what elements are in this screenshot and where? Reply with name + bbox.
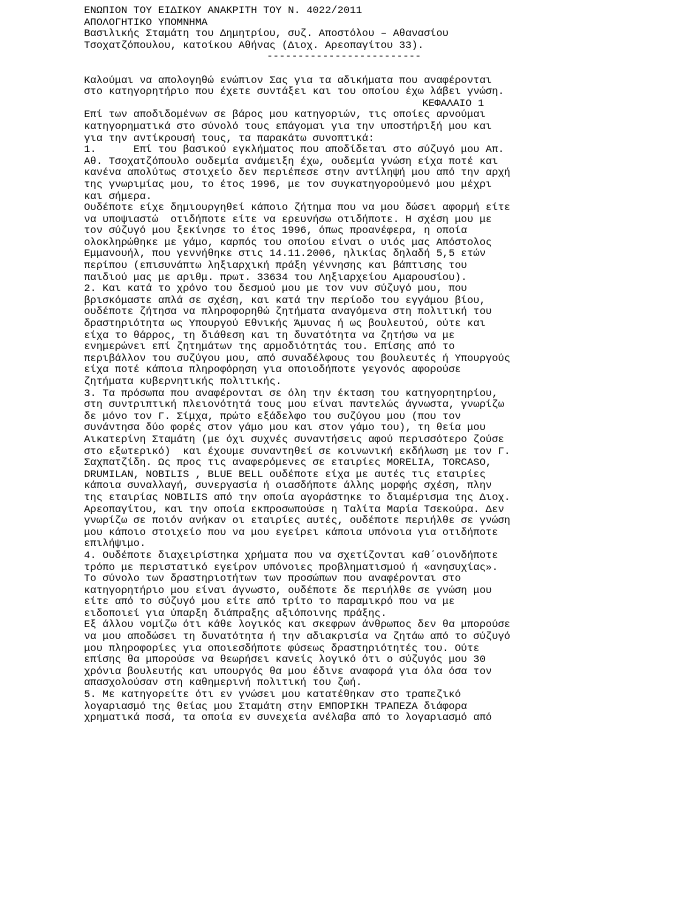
document-subtitle: ΑΠΟΛΟΓΗΤΙΚΟ ΥΠΟΜΝΗΜΑ	[84, 16, 208, 29]
body-line: δραστηριότητα ως Υπουργού Εθνικής Άμυνας ή ως βουλευτού, ούτε και	[84, 318, 486, 331]
separator: -------------------------	[266, 51, 422, 64]
body-line: στη συντριπτική πλειονότητά τους μου είναι παντελώς άγνωστα, γνωρίζω	[84, 399, 505, 412]
body-line: κανένα απολύτως στοιχείο δεν περιέπεσε στην αντίληψή μου από την αρχή	[84, 167, 511, 180]
body-line: της γνωριμίας μου, το έτος 1996, με τον συγκατηγορούμενό μου μέχρι	[84, 178, 492, 191]
body-line: συνάντησα δύο φορές στον γάμο μου και στον γάμο του), τη θεία μου	[84, 422, 486, 435]
body-line: δε μόνο τον Γ. Σίμχα, πρώτο εξάδελφο του συζύγου μου (που τον	[84, 410, 461, 423]
body-line: λογαριασμό της θείας μου Σταμάτη στην ΕΜΠΟΡΙΚΗ ΤΡΑΠΕΖΑ διάφορα	[84, 700, 468, 713]
body-line: κατηγορητήριο μου είναι άγνωστο, ουδέποτε δε περιήλθε σε γνώση μου	[84, 584, 492, 597]
body-line: για την αντίκρουσή τους, τα παρακάτω συνοπτικά:	[84, 132, 375, 145]
body-line: κάποια συναλλαγή, συνεργασία ή οιασδήποτε άλλης μορφής σχέση, πλην	[84, 480, 492, 493]
body-line: Εμμανουήλ, που γεννήθηκε στις 14.11.2006, ηλικίας δηλαδή 5,5 ετών	[84, 248, 486, 261]
body-line: Αρεοπαγίτου, και την οποία εκπροσωπούσε η Ταλίτα Μαρία Τσεκούρα. Δεν	[84, 503, 505, 516]
document-body	[84, 110, 604, 724]
body-line: χρόνια βουλευτής και υπουργός θα μου έδινε αναφορά για όλα όσα τον	[84, 665, 492, 678]
body-line: περιβάλλον του συζύγου μου, από συναδέλφους του βουλευτές ή Υπουργούς	[84, 352, 511, 365]
body-line: γνωρίζω σε ποιόν ανήκαν οι εταιρίες αυτές, ουδέποτε περιήλθε σε γνώση	[84, 515, 511, 528]
body-line: στο εξωτερικό) και έχουμε συναντηθεί σε κοινωνική εκδήλωση με τον Γ.	[84, 445, 511, 458]
party-line-1: Βασιλικής Σταμάτη του Δημητρίου, συζ. Αποστόλου – Αθανασίου	[84, 28, 449, 41]
body-line: τον σύζυγό μου ξεκίνησε το έτος 1996, όπως προανέφερα, η οποία	[84, 225, 468, 238]
intro-line: Καλούμαι να απολογηθώ ενώπιον Σας για τα αδικήματα που αναφέρονται	[84, 74, 492, 87]
spacer	[84, 64, 604, 76]
body-line: τρόπο με περιστατικό εγείρον υπόνοιες προβληματισμού ή «ανησυχίας».	[84, 561, 499, 574]
body-line: ολοκληρώθηκε με γάμο, καρπός του οποίου είναι ο υιός μας Απόστολος	[84, 236, 492, 249]
body-line: απασχολούσαν στη καθημερινή πολιτική του ζωή.	[84, 677, 363, 690]
body-line: 5. Με κατηγορείτε ότι εν γνώσει μου κατατέθηκαν στο τραπεζικό	[84, 689, 461, 702]
body-line: 2. Και κατά το χρόνο του δεσμού μου με τον νυν σύζυγό μου, που	[84, 283, 468, 296]
body-line: ειδοποιεί για ύπαρξη διάπραξης αξιόποινης πράξης.	[84, 607, 387, 620]
party-line-2: Τσοχατζόπουλου, κατοίκου Αθήνας (Διοχ. Αρεοπαγίτου 33).	[84, 39, 424, 52]
body-line: Εξ άλλου νομίζω ότι κάθε λογικός και σκεφρων άνθρωπος δεν θα μπορούσε	[84, 619, 511, 632]
body-line: DRUMILAN, NOBILIS , BLUE BELL ουδέποτε είχα με αυτές τις εταιρίες	[84, 468, 486, 481]
body-line: Αικατερίνη Σταμάτη (με όχι συχνές συναντήσεις αφού περισσότερο ζούσε	[84, 433, 505, 446]
body-line: παιδιού μας με αριθμ. πρωτ. 33634 του Ληξιαρχείου Αμαρουσίου).	[84, 271, 468, 284]
body-line: κατηγορηματικά στο σύνολό τους επάγομαι για την υποστήριξή μου και	[84, 120, 492, 133]
body-line: είχα ποτέ κάποια πληροφόρηση για οποιοδήποτε γεγονός αφορούσε	[84, 364, 461, 377]
intro-line: στο κατηγορητήριο που έχετε συντάξει και του οποίου έχω λάβει γνώση.	[84, 86, 505, 99]
body-line: Ουδέποτε είχε δημιουργηθεί κάποιο ζήτημα που να μου δώσει αφορμή είτε	[84, 202, 511, 215]
body-line: μου πληροφορίες για οποιεσδήποτε φύσεως δραστηριότητές του. Ούτε	[84, 642, 480, 655]
body-line: Το σύνολο των δραστηριοτήτων των προσώπων που αναφέρονται στο	[84, 573, 461, 586]
body-line: ζητήματα κυβερνητικής πολιτικής.	[84, 376, 282, 388]
body-line: 4. Ουδέποτε διαχειρίστηκα χρήματα που να σχετίζονται καθ΄οιονδήποτε	[84, 549, 499, 562]
body-line: 1. Επί του βασικού εγκλήματος που αποδίδεται στο σύζυγό μου Απ.	[84, 144, 505, 157]
body-line: Αθ. Τσοχατζόπουλο ουδεμία ανάμειξη έχω, ουδεμία γνώση είχα ποτέ και	[84, 155, 499, 168]
body-line: βρισκόμαστε απλά σε σχέση, και κατά την περίοδο του εγγάμου βίου,	[84, 294, 486, 307]
body-line: Σαχπατζίδη. Ως προς τις αναφερόμενες σε εταιρίες MORELIA, TORCASO,	[84, 457, 492, 470]
body-line: και σήμερα.	[84, 190, 152, 203]
chapter-heading: ΚΕΦΑΛΑΙΟ 1	[422, 97, 484, 110]
body-line: επιλήψιμο.	[84, 538, 146, 551]
body-line: είτε από το σύζυγό μου είτε από τρίτο το παραμικρό που να με	[84, 596, 455, 609]
document-page	[84, 6, 604, 725]
body-line: 3. Τα πρόσωπα που αναφέρονται σε όλη την έκταση του κατηγορητηρίου,	[84, 387, 499, 400]
body-line: της εταιρίας NOBILIS από την οποία αγοράστηκε το διαμέρισμα της Διοχ.	[84, 491, 511, 504]
body-line: περίπου (επισυνάπτω ληξιαρχική πράξη γέννησης και βάπτισης του	[84, 260, 468, 273]
body-line: ενημερώνει επί ζητημάτων της αρμοδιότητάς του. Επίσης από το	[84, 341, 455, 354]
body-line: είχα το θάρρος, τη διάθεση και τη δυνατότητα να ζητήσω να με	[84, 329, 455, 342]
body-line: μου κάποιο στοιχείο που να μου εγείρει κάποια υπόνοια για οτιδήποτε	[84, 526, 499, 539]
body-line: να υποψιαστώ οτιδήποτε είτε να ερευνήσω οτιδήποτε. Η σχέση μου με	[84, 213, 492, 226]
body-line: χρηματικά ποσά, τα οποία εν συνεχεία ανέλαβα από το λογαριασμό από	[84, 712, 492, 725]
body-line: επίσης θα μπορούσε να θεωρήσει κανείς λογικό ότι ο σύζυγός μου 30	[84, 654, 486, 667]
body-line: ουδέποτε ζήτησα να πληροφορηθώ ζητήματα αναγόμενα στη πολιτική του	[84, 306, 492, 319]
document-title: ΕΝΩΠΙΟΝ ΤΟΥ ΕΙΔΙΚΟΥ ΑΝΑΚΡΙΤΗ ΤΟΥ Ν. 4022/2011	[84, 5, 363, 17]
body-line: Επί των αποδιδομένων σε βάρος μου κατηγοριών, τις οποίες αρνούμαι	[84, 109, 486, 122]
body-line: να μου αποδώσει τη δυνατότητα ή την αδιακρισία να ζητάω από το σύζυγό	[84, 631, 511, 644]
